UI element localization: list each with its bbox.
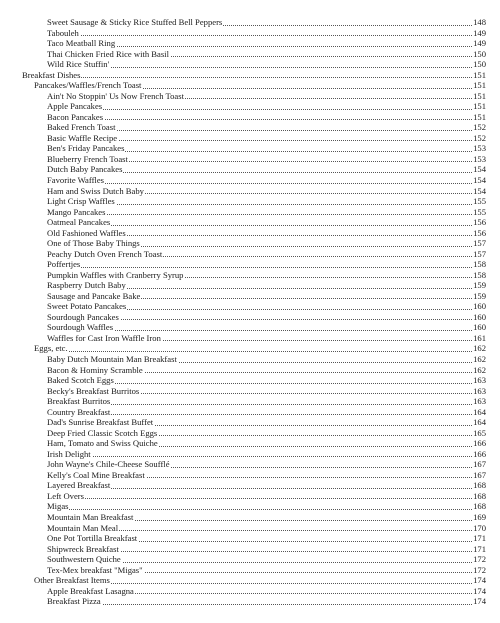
toc-entry-title: Oatmeal Pancakes <box>47 217 111 228</box>
toc-entry[interactable] <box>0 259 500 270</box>
dot-leader <box>47 35 472 36</box>
toc-page-number: 163 <box>473 396 486 407</box>
toc-page-number: 157 <box>473 248 486 259</box>
toc-page-number: 172 <box>473 564 486 575</box>
toc-entry[interactable] <box>0 554 500 565</box>
toc-page-number: 164 <box>473 406 486 417</box>
toc-entry[interactable] <box>0 449 500 460</box>
toc-entry-title: Irish Delight <box>47 448 91 459</box>
toc-entry[interactable] <box>0 375 500 386</box>
toc-page-number: 163 <box>473 375 486 386</box>
toc-page-number: 166 <box>473 448 486 459</box>
toc-page-number: 170 <box>473 522 486 533</box>
toc-page-number: 163 <box>473 385 486 396</box>
toc-entry-title: Blueberry French Toast <box>47 153 128 164</box>
toc-entry-title: Country Breakfast <box>47 406 111 417</box>
toc-entry-title: Sourdough Pancakes <box>47 311 119 322</box>
toc-entry[interactable] <box>0 386 500 397</box>
toc-entry-title: Breakfast Burritos <box>47 396 111 407</box>
toc-page-number: 168 <box>473 480 486 491</box>
toc-page-number: 153 <box>473 153 486 164</box>
toc-entry[interactable] <box>0 480 500 491</box>
toc-entry-title: Sausage and Pancake Bake <box>47 290 141 301</box>
toc-page-number: 174 <box>473 575 486 586</box>
toc-entry-title: Light Crisp Waffles <box>47 196 115 207</box>
toc-entry[interactable] <box>0 501 500 512</box>
toc-entry-title: Bacon Pancakes <box>47 111 104 122</box>
toc-subsection[interactable] <box>0 343 500 354</box>
toc-entry-title: Breakfast Pizza <box>47 596 101 607</box>
toc-page-number: 165 <box>473 427 486 438</box>
toc-page-number: 171 <box>473 543 486 554</box>
toc-entry[interactable] <box>0 333 500 344</box>
toc-entry[interactable] <box>0 217 500 228</box>
toc-entry-title: Mountain Man Meal <box>47 522 119 533</box>
toc-subsection[interactable] <box>0 80 500 91</box>
toc-entry-title: Dutch Baby Pancakes <box>47 164 123 175</box>
toc-entry-title: Apple Breakfast Lasagna <box>47 585 134 596</box>
toc-entry-title: Pumpkin Waffles with Cranberry Syrup <box>47 269 184 280</box>
toc-page-number: 160 <box>473 311 486 322</box>
toc-page-number: 151 <box>473 101 486 112</box>
toc-entry-title: Becky's Breakfast Burritos <box>47 385 140 396</box>
toc-page-number: 162 <box>473 354 486 364</box>
toc-entry-title: Taco Meatball Ring <box>47 38 116 49</box>
toc-entry-title: Baked Scotch Eggs <box>47 375 114 386</box>
dot-leader <box>22 77 472 78</box>
toc-page-number: 150 <box>473 48 486 59</box>
toc-page-number: 157 <box>473 238 486 249</box>
toc-entry-title: Old Fashioned Waffles <box>47 227 126 238</box>
toc-entry[interactable] <box>0 322 500 333</box>
toc-page-number: 160 <box>473 322 486 333</box>
toc-entry-title: Ham, Tomato and Swiss Quiche <box>47 438 158 449</box>
toc-entry[interactable] <box>0 270 500 281</box>
toc-entry[interactable] <box>0 101 500 112</box>
toc-page-number: 162 <box>473 364 486 375</box>
toc-entry-title: Peachy Dutch Oven French Toast <box>47 248 163 259</box>
toc-page-number: 149 <box>473 27 486 38</box>
toc-entry-title: Favorite Waffles <box>47 174 104 185</box>
toc-page-number: 158 <box>473 269 486 280</box>
toc-page-number: 154 <box>473 185 486 196</box>
toc-entry[interactable] <box>0 28 500 39</box>
toc-page-number: 161 <box>473 332 486 343</box>
toc-entry-title: Mango Pancakes <box>47 206 106 217</box>
toc-page-number: 159 <box>473 290 486 301</box>
toc-page-number: 154 <box>473 164 486 175</box>
toc-page-number: 168 <box>473 490 486 501</box>
toc-entry-title: One Pot Tortilla Breakfast <box>47 533 138 544</box>
toc-entry[interactable] <box>0 122 500 133</box>
toc-entry[interactable] <box>0 175 500 186</box>
toc-entry[interactable] <box>0 459 500 470</box>
toc-entry-title: Breakfast Dishes <box>22 69 81 80</box>
dot-leader <box>47 456 472 457</box>
toc-entry-title: Sourdough Waffles <box>47 322 114 333</box>
toc-entry-title: Dad's Sunrise Breakfast Buffet <box>47 417 154 428</box>
toc-entry[interactable] <box>0 417 500 428</box>
toc-entry[interactable] <box>0 207 500 218</box>
dot-leader <box>47 119 472 120</box>
toc-page-number: 158 <box>473 259 486 270</box>
toc-entry[interactable] <box>0 17 500 28</box>
toc-page-number: 164 <box>473 417 486 428</box>
toc-entry[interactable] <box>0 438 500 449</box>
toc-page-number: 149 <box>473 38 486 49</box>
toc-page-number: 154 <box>473 174 486 185</box>
dot-leader <box>47 109 472 110</box>
toc-page-number: 151 <box>473 111 486 122</box>
toc-entry-title: Layered Breakfast <box>47 480 111 491</box>
toc-entry[interactable] <box>0 238 500 249</box>
toc-entry[interactable] <box>0 143 500 154</box>
toc-entry[interactable] <box>0 596 500 607</box>
toc-entry-title: Poffertjes <box>47 259 81 270</box>
toc-entry[interactable] <box>0 586 500 597</box>
toc-entry[interactable] <box>0 512 500 523</box>
toc-entry-title: Deep Fried Classic Scotch Eggs <box>47 427 158 438</box>
toc-page-number: 174 <box>473 585 486 596</box>
toc-entry[interactable] <box>0 280 500 291</box>
toc-entry[interactable] <box>0 133 500 144</box>
toc-entry-title: Migas <box>47 501 69 512</box>
toc-entry-title: Baked French Toast <box>47 122 116 133</box>
toc-entry[interactable] <box>0 228 500 239</box>
toc-entry-title: Wild Rice Stuffin' <box>47 59 110 70</box>
toc-entry[interactable] <box>0 112 500 123</box>
dot-leader <box>47 498 472 499</box>
toc-page-number: 168 <box>473 501 486 512</box>
toc-page-number: 153 <box>473 143 486 154</box>
toc-entry-title: Shipwreck Breakfast <box>47 543 119 554</box>
toc-page-number: 171 <box>473 533 486 544</box>
toc-page-number: 151 <box>473 69 486 80</box>
toc-entry-title: Baby Dutch Mountain Man Breakfast <box>47 354 177 364</box>
toc-page-number: 152 <box>473 122 486 133</box>
toc-page-number: 155 <box>473 206 486 217</box>
toc-page-number: 172 <box>473 554 486 565</box>
toc-section[interactable] <box>0 70 500 81</box>
toc-entry-title: John Wayne's Chile-Cheese Soufflé <box>47 459 170 470</box>
toc-entry[interactable] <box>0 301 500 312</box>
toc-page-number: 167 <box>473 459 486 470</box>
dot-leader <box>47 67 472 68</box>
toc-page-number: 150 <box>473 59 486 70</box>
toc-entry-title: Sweet Potato Pancakes <box>47 301 127 312</box>
toc-entry-title: Bacon & Hominy Scramble <box>47 364 143 375</box>
toc-page-number: 155 <box>473 196 486 207</box>
toc-page-number: 169 <box>473 511 486 522</box>
toc-entry[interactable] <box>0 154 500 165</box>
toc-entry-title: Ben's Friday Pancakes <box>47 143 125 154</box>
toc-entry-title: Raspberry Dutch Baby <box>47 280 126 291</box>
toc-entry-title: Kelly's Coal Mine Breakfast <box>47 469 145 480</box>
toc-page-number: 174 <box>473 596 486 607</box>
toc-page-number: 167 <box>473 469 486 480</box>
toc-entry[interactable] <box>0 533 500 544</box>
toc-subsection[interactable] <box>0 575 500 586</box>
dot-leader <box>47 509 472 510</box>
toc-entry[interactable] <box>0 249 500 260</box>
toc-entry-title: Tabouleh <box>47 27 79 38</box>
toc-entry[interactable] <box>0 291 500 302</box>
toc-entry[interactable] <box>0 354 500 365</box>
toc-entry[interactable] <box>0 59 500 70</box>
toc-page-number: 159 <box>473 280 486 291</box>
toc-page-number: 166 <box>473 438 486 449</box>
toc-entry[interactable] <box>0 196 500 207</box>
toc-page-number: 156 <box>473 217 486 228</box>
toc-page-number: 152 <box>473 132 486 143</box>
toc-entry[interactable] <box>0 38 500 49</box>
toc-entry-title: Ham and Swiss Dutch Baby <box>47 185 144 196</box>
toc-entry-title: Other Breakfast Items <box>34 575 110 586</box>
toc-entry[interactable] <box>0 164 500 175</box>
toc-entry-title: Ain't No Stoppin' Us Now French Toast <box>47 90 184 101</box>
toc-entry-title: Waffles for Cast Iron Waffle Iron <box>47 332 161 343</box>
dot-leader <box>47 267 472 268</box>
toc-page-number: 162 <box>473 343 486 354</box>
toc-entry[interactable] <box>0 312 500 323</box>
toc-entry[interactable] <box>0 407 500 418</box>
toc-entry-title: Pancakes/Waffles/French Toast <box>34 80 142 91</box>
toc-entry-title: Apple Pancakes <box>47 101 103 112</box>
toc-entry-title: Eggs, etc. <box>34 343 68 354</box>
toc-entry[interactable] <box>0 491 500 502</box>
toc-entry[interactable] <box>0 396 500 407</box>
dot-leader <box>47 214 472 215</box>
toc-page-number: 148 <box>473 17 486 27</box>
toc-entry[interactable] <box>0 565 500 576</box>
toc-entry-title: Mountain Man Breakfast <box>47 511 134 522</box>
toc-page-number: 151 <box>473 80 486 91</box>
toc-page-number: 151 <box>473 90 486 101</box>
toc-entry-title: Thai Chicken Fried Rice with Basil <box>47 48 169 59</box>
toc-entry-title: Southwestern Quiche <box>47 554 121 565</box>
toc-page-number: 160 <box>473 301 486 312</box>
toc-entry[interactable] <box>0 523 500 534</box>
toc-entry[interactable] <box>0 428 500 439</box>
toc-entry[interactable] <box>0 544 500 555</box>
table-of-contents <box>0 17 500 607</box>
toc-entry-title: Tex-Mex breakfast "Migas" <box>47 564 143 575</box>
toc-entry-title: Left Overs <box>47 490 84 501</box>
toc-entry[interactable] <box>0 470 500 481</box>
toc-entry-title: One of Those Baby Things <box>47 238 140 249</box>
toc-entry[interactable] <box>0 365 500 376</box>
toc-entry-title: Basic Waffle Recipe <box>47 132 118 143</box>
toc-entry-title: Sweet Sausage & Sticky Rice Stuffed Bell Peppers <box>47 17 223 27</box>
dot-leader <box>47 604 472 605</box>
dot-leader <box>34 351 472 352</box>
toc-entry[interactable] <box>0 91 500 102</box>
toc-entry[interactable] <box>0 49 500 60</box>
toc-entry[interactable] <box>0 186 500 197</box>
toc-page-number: 156 <box>473 227 486 238</box>
dot-leader <box>47 183 472 184</box>
